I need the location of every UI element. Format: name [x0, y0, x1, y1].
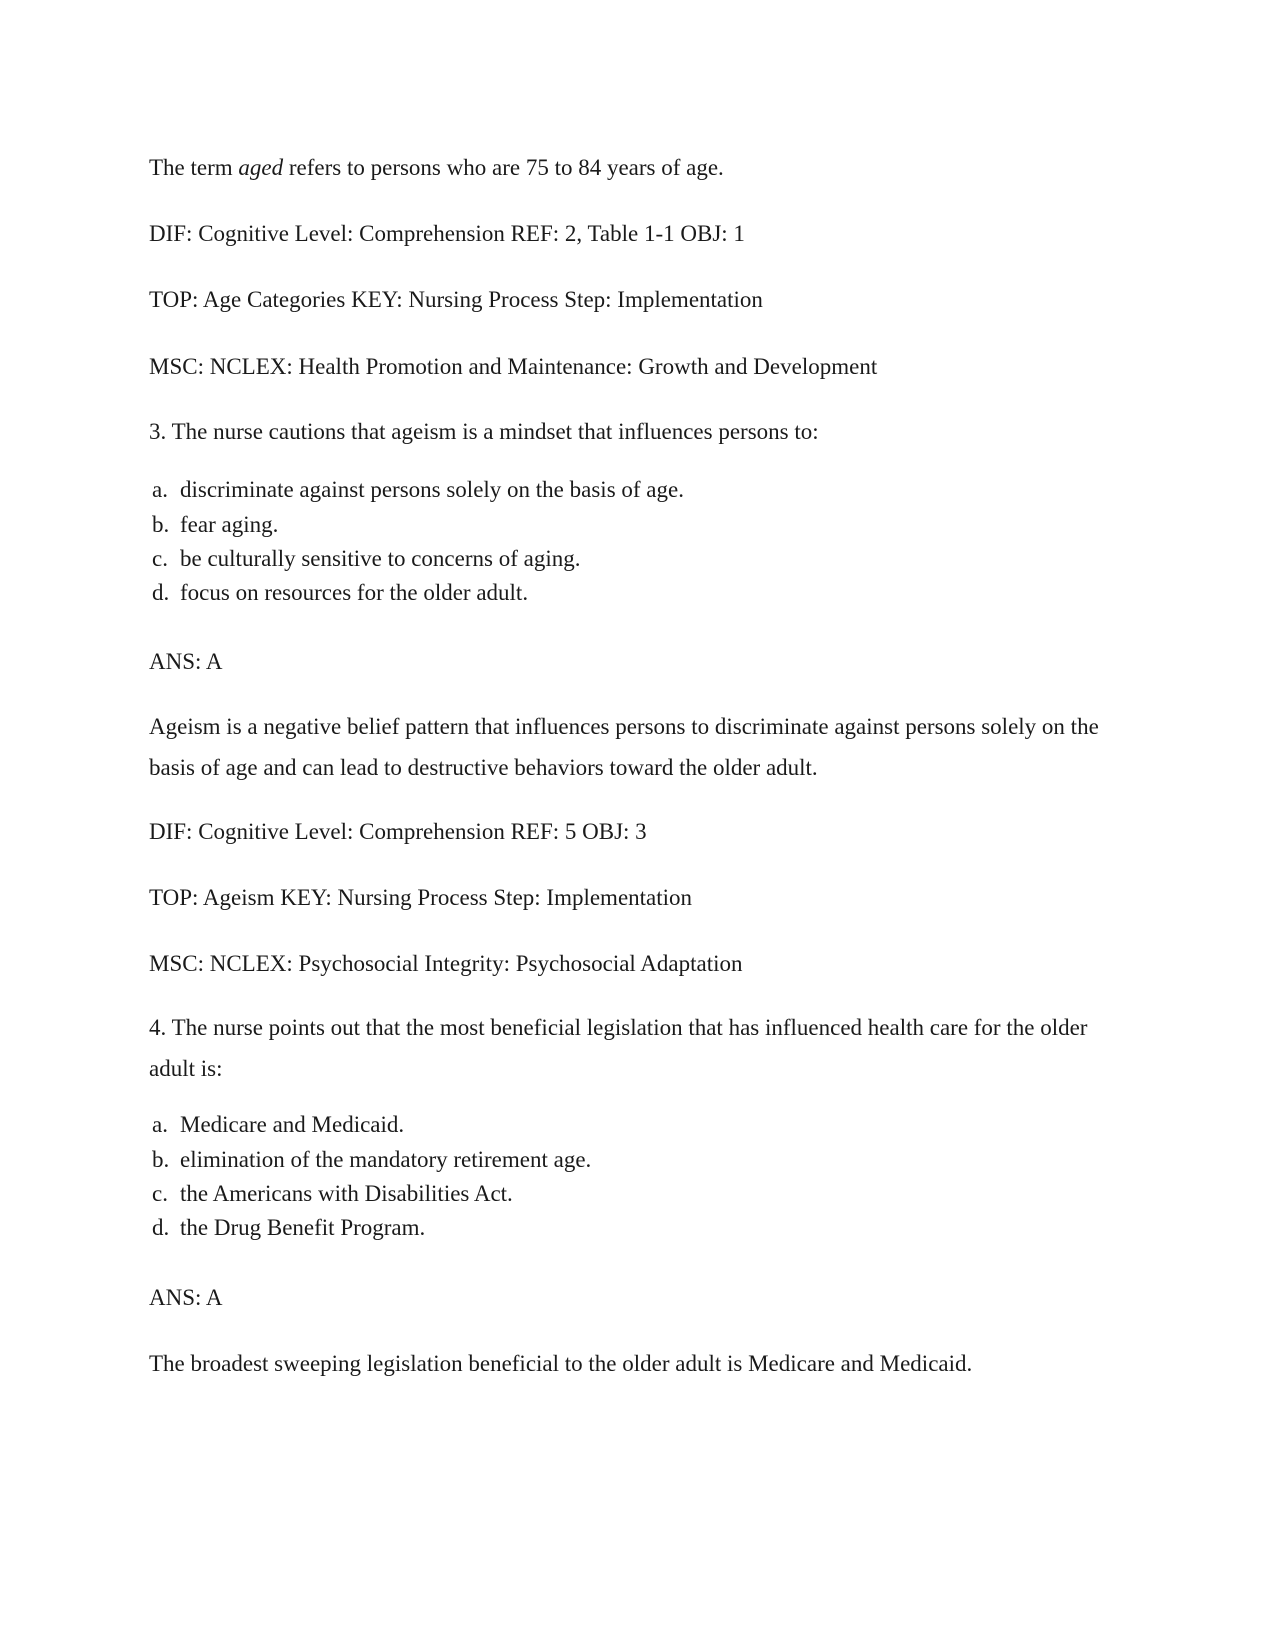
- q3-top: TOP: Ageism KEY: Nursing Process Step: Implementation: [149, 885, 693, 910]
- q3-option-c: c. be culturally sensitive to concerns of aging.: [152, 546, 581, 571]
- q3-option-d: d. focus on resources for the older adult.: [152, 580, 529, 605]
- q3-answer: ANS: A: [149, 649, 223, 674]
- q2-top: TOP: Age Categories KEY: Nursing Process Step: Implementation: [149, 287, 763, 312]
- q2-rationale-emphasis: aged: [238, 155, 284, 180]
- q3-stem: 3. The nurse cautions that ageism is a mindset that influences persons to:: [149, 419, 819, 444]
- q2-dif: DIF: Cognitive Level: Comprehension REF: 2, Table 1-1 OBJ: 1: [149, 221, 745, 246]
- q3-option-a: a. discriminate against persons solely on the basis of age.: [152, 477, 684, 502]
- q3-dif: DIF: Cognitive Level: Comprehension REF: 5 OBJ: 3: [149, 819, 647, 844]
- q4-stem: 4. The nurse points out that the most beneficial legislation that has influenced health care for the older adult is:: [149, 1015, 1088, 1081]
- q2-rationale: The term aged refers to persons who are 75 to 84 years of age.: [149, 155, 724, 180]
- q4-option-a: a. Medicare and Medicaid.: [152, 1112, 405, 1137]
- q4-option-b: b. elimination of the mandatory retirement age.: [152, 1147, 592, 1172]
- q3-rationale: Ageism is a negative belief pattern that influences persons to discriminate against persons solely on the basis of age and can lead to destructive behaviors toward the older adult.: [149, 714, 1099, 780]
- q4-option-d: d. the Drug Benefit Program.: [152, 1215, 426, 1240]
- q3-option-b: b. fear aging.: [152, 512, 279, 537]
- q4-answer: ANS: A: [149, 1285, 223, 1310]
- q4-option-c: c. the Americans with Disabilities Act.: [152, 1181, 513, 1206]
- q2-msc: MSC: NCLEX: Health Promotion and Maintenance: Growth and Development: [149, 354, 878, 379]
- q3-msc: MSC: NCLEX: Psychosocial Integrity: Psychosocial Adaptation: [149, 951, 743, 976]
- q4-rationale: The broadest sweeping legislation beneficial to the older adult is Medicare and Medicaid.: [149, 1351, 973, 1376]
